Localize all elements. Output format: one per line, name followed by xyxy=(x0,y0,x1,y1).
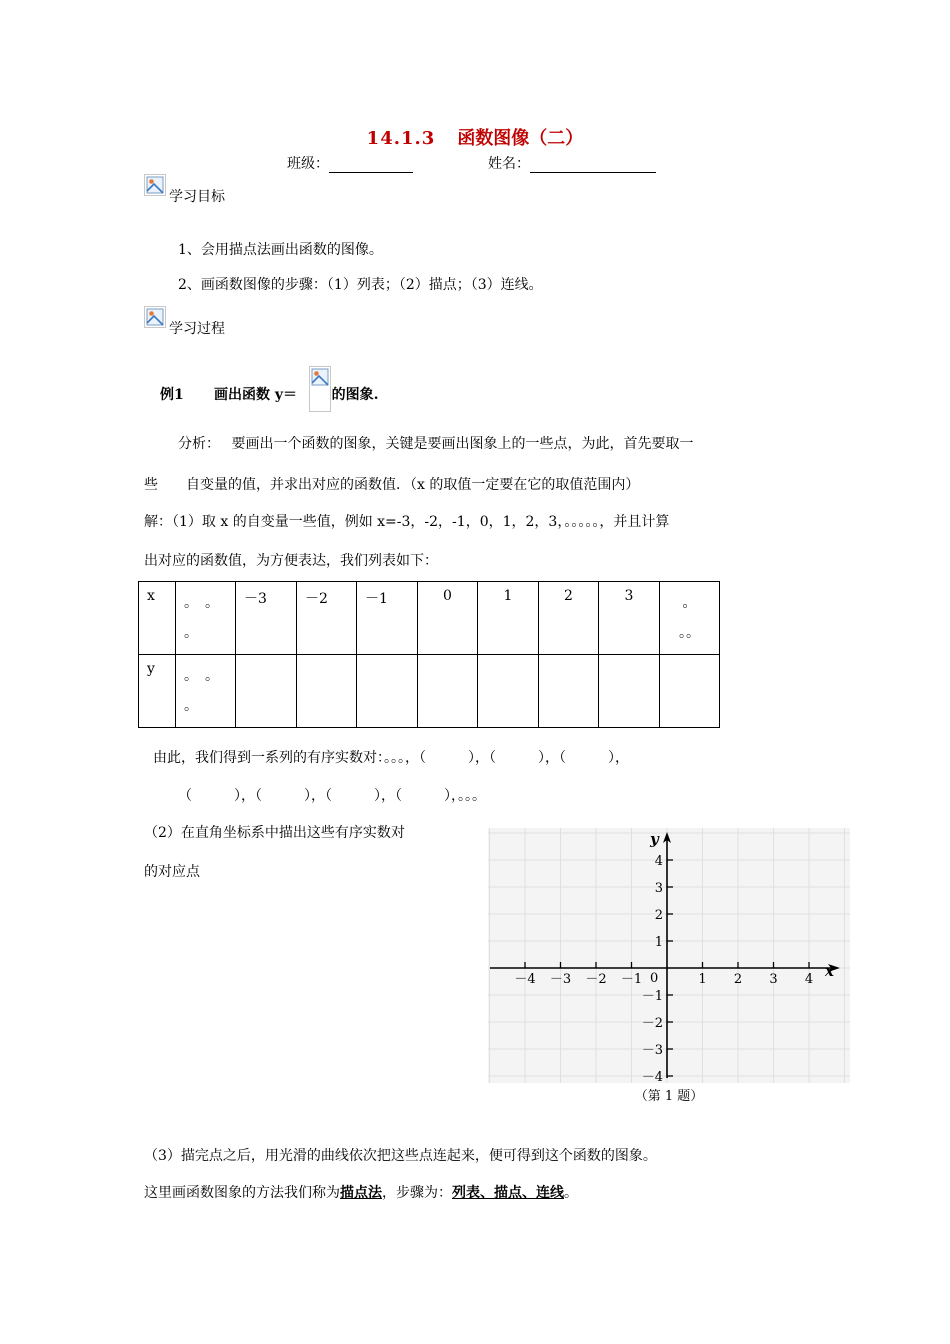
table-cell-y-lead: 。 。 。 xyxy=(176,655,236,728)
table-cell-y-input[interactable] xyxy=(297,655,357,728)
example-text xyxy=(214,384,379,404)
table-cell-x-value: －1 xyxy=(357,582,418,655)
x-axis-label: x xyxy=(825,962,834,980)
class-label: 班级： xyxy=(287,156,329,172)
step2-line-1: （2）在直角坐标系中描出这些有序实数对 xyxy=(144,825,405,841)
value-table xyxy=(138,581,720,728)
x-tick-label: 4 xyxy=(804,972,814,987)
goal-item-2: 2、画函数图像的步骤：（1）列表；（2）描点；（3）连线。 xyxy=(178,277,543,293)
class-blank[interactable] xyxy=(329,158,413,173)
table-cell-x-value: －2 xyxy=(297,582,357,655)
table-cell-y-label: y xyxy=(139,655,176,728)
analysis-line-4: 出对应的函数值，为方便表达，我们列表如下： xyxy=(144,553,438,569)
table-cell-x-value: 2 xyxy=(539,582,599,655)
y-tick-label: 2 xyxy=(654,908,663,923)
y-tick-label: －4 xyxy=(641,1070,663,1085)
table-cell-y-input[interactable] xyxy=(418,655,478,728)
table-row-x xyxy=(139,582,720,655)
table-cell-x-tail: 。 。。 xyxy=(660,582,720,655)
example-text-before: 画出函数 y＝ xyxy=(214,387,298,403)
image-placeholder-icon xyxy=(144,306,166,328)
table-cell-x-value: 0 xyxy=(418,582,478,655)
table-cell-y-input[interactable] xyxy=(539,655,599,728)
example-label: 例1 xyxy=(160,387,184,403)
page-title xyxy=(0,124,950,150)
class-field xyxy=(287,153,413,173)
y-axis-label: y xyxy=(650,830,659,848)
table-cell-y-input[interactable] xyxy=(478,655,539,728)
coordinate-grid xyxy=(488,828,850,1108)
section-heading-goals: 学习目标 xyxy=(169,189,225,205)
y-tick-label: －3 xyxy=(641,1043,663,1058)
y-tick-label: 3 xyxy=(654,881,663,896)
table-cell-x-lead: 。 。 。 xyxy=(176,582,236,655)
table-cell-x-value: 3 xyxy=(599,582,660,655)
table-cell-x-value: 1 xyxy=(478,582,539,655)
x-tick-label: －1 xyxy=(620,972,643,987)
image-placeholder-icon xyxy=(144,174,166,196)
x-tick-label: －2 xyxy=(585,972,607,987)
table-cell-y-input[interactable] xyxy=(660,655,720,728)
table-cell-y-input[interactable] xyxy=(236,655,297,728)
table-cell-y-input[interactable] xyxy=(599,655,660,728)
name-blank[interactable] xyxy=(530,158,656,173)
x-tick-label: 3 xyxy=(769,972,778,987)
table-cell-x-value: －3 xyxy=(236,582,297,655)
x-tick-label: 1 xyxy=(698,972,707,987)
fraction-image-icon xyxy=(309,366,331,412)
y-tick-label: 4 xyxy=(654,854,663,869)
conclusion-method: 描点法 xyxy=(340,1185,382,1201)
x-tick-label: 2 xyxy=(733,972,743,987)
step2-line-2: 的对应点 xyxy=(144,864,200,880)
y-tick-label: －1 xyxy=(641,989,663,1004)
example-text-after: 的图象. xyxy=(331,387,379,403)
step3-line-1: （3）描完点之后，用光滑的曲线依次把这些点连起来，便可得到这个函数的图象。 xyxy=(144,1148,657,1164)
pairs-line-1: 由此，我们得到一系列的有序实数对：。。。，（ ），（ ），（ ）， xyxy=(153,750,629,766)
graph-caption: （第 1 题） xyxy=(634,1089,704,1104)
name-field xyxy=(488,153,656,173)
analysis-line-3: 解：（1）取 x 的自变量一些值，例如 x=-3，-2，-1，0，1，2，3，。。。。。，并且计算 xyxy=(144,514,670,530)
section-heading-process: 学习过程 xyxy=(169,321,225,337)
y-tick-label: －2 xyxy=(641,1016,663,1031)
table-row-y xyxy=(139,655,720,728)
table-cell-x-label: x xyxy=(139,582,176,655)
name-label: 姓名： xyxy=(488,156,530,172)
x-tick-label: －4 xyxy=(514,972,536,987)
origin-label: 0 xyxy=(650,971,659,986)
pairs-line-2: （ ），（ ），（ ），（ ），。。。 xyxy=(178,788,486,804)
y-tick-label: 1 xyxy=(654,935,663,950)
conclusion-end: 。 xyxy=(564,1185,578,1201)
x-tick-label: －3 xyxy=(549,972,572,987)
analysis-line-2: 些 自变量的值，并求出对应的函数值．（x 的取值一定要在它的取值范围内） xyxy=(144,477,640,493)
conclusion-steps: 列表、描点、连线 xyxy=(452,1185,564,1201)
conclusion-before: 这里画函数图象的方法我们称为 xyxy=(144,1185,340,1201)
title-number: 14.1.3 xyxy=(366,128,436,149)
title-name: 函数图像（二） xyxy=(457,128,584,149)
analysis-line-1: 分析： 要画出一个函数的图象，关键是要画出图象上的一些点，为此，首先要取一 xyxy=(178,436,694,452)
goal-item-1: 1、会用描点法画出函数的图像。 xyxy=(178,242,383,258)
table-cell-y-input[interactable] xyxy=(357,655,418,728)
conclusion-middle: ，步骤为： xyxy=(382,1185,452,1201)
conclusion-line xyxy=(144,1182,578,1202)
